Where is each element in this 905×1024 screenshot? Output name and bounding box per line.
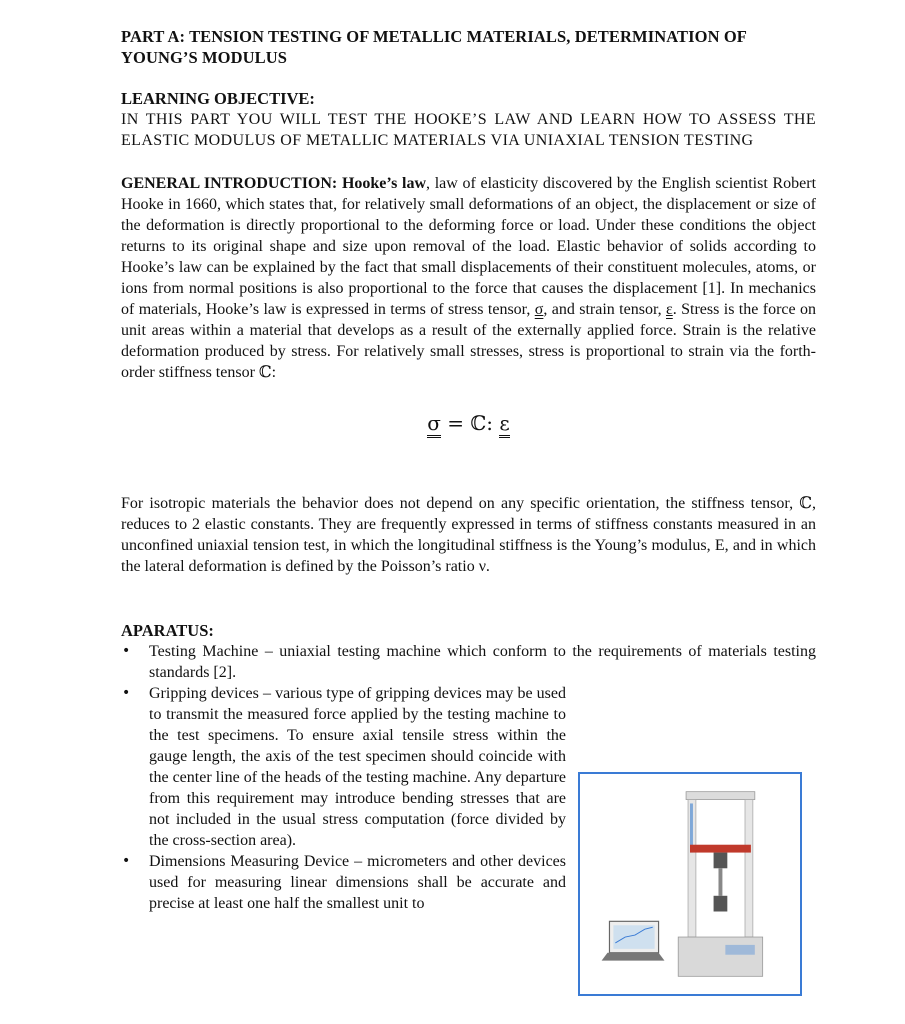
- intro-term: Hooke’s law: [341, 175, 427, 192]
- testing-machine-illustration: [580, 774, 800, 994]
- list-item: • Testing Machine – uniaxial testing machine which conform to the requirements of materials testing standards [2].: [121, 641, 816, 683]
- intro-lead: GENERAL INTRODUCTION:: [121, 175, 338, 192]
- testing-machine-figure: [578, 772, 802, 996]
- hookes-law-equation: [121, 409, 816, 449]
- apparatus-heading: APARATUS:: [121, 621, 214, 640]
- list-item: • Gripping devices – various type of gripping devices may be used to transmit the measured force applied by the testing machine to the test specimens. To ensure axial tensile stress within the gauge length, the axis of the test specimen should coincide with the center line of the heads of the testing machine. Any departure from this requirement may introduce bending stresses that are not included in the usual stress computation (force divided by the cross-section area).: [121, 683, 566, 851]
- intro-part3: . Stress is the force on unit areas within a material that develops as a result of the externally applied force. Strain is the relative deformation produced by stress. For relatively small stresses, stress is proportional to strain via the forth-order stiffness tensor ℂ:: [121, 301, 816, 381]
- list-item: • Dimensions Measuring Device – micrometers and other devices used for measuring linear dimensions shall be accurate and precise at least one half the smallest unit to: [121, 851, 566, 914]
- strain-tensor-symbol: ε: [666, 301, 673, 318]
- intro-part2: , and strain tensor,: [543, 301, 667, 318]
- general-introduction: [121, 173, 816, 383]
- page-title: PART A: TENSION TESTING OF METALLIC MATERIALS, DETERMINATION OF YOUNG’S MODULUS: [121, 27, 747, 67]
- stress-tensor-symbol: σ: [534, 301, 544, 318]
- equation-rhs: ε: [499, 411, 509, 438]
- learning-objective-text: IN THIS PART YOU WILL TEST THE HOOKE’S LAW AND LEARN HOW TO ASSESS THE ELASTIC MODULUS OF METALLIC MATERIALS VIA UNIAXIAL TENSION TESTING: [121, 111, 816, 149]
- equation-lhs: σ: [427, 411, 441, 438]
- isotropic-paragraph: For isotropic materials the behavior does not depend on any specific orientation, the stiffness tensor, ℂ, reduces to 2 elastic constants. They are frequently expressed in terms of stiffness constants measured in an unconfined uniaxial tension test, in which the longitudinal stiffness is the Young’s modulus, E, and in which the lateral deformation is defined by the Poisson’s ratio ν.: [121, 495, 816, 575]
- learning-objective-heading: LEARNING OBJECTIVE:: [121, 89, 315, 108]
- intro-part1: , law of elasticity discovered by the English scientist Robert Hooke in 1660, which states that, for relatively small deformations of an object, the displacement or size of the deformation is directly proportional to the deforming force or load. Under these conditions the object returns to its original shape and size upon removal of the load. Elastic behavior of solids according to Hooke’s law can be explained by the fact that small displacements of their constituent molecules, atoms, or ions from normal positions is also proportional to the force that causes the displacement [1]. In mechanics of materials, Hooke’s law is expressed in terms of stress tensor,: [121, 175, 817, 318]
- equation-operator: = ℂ:: [440, 411, 500, 435]
